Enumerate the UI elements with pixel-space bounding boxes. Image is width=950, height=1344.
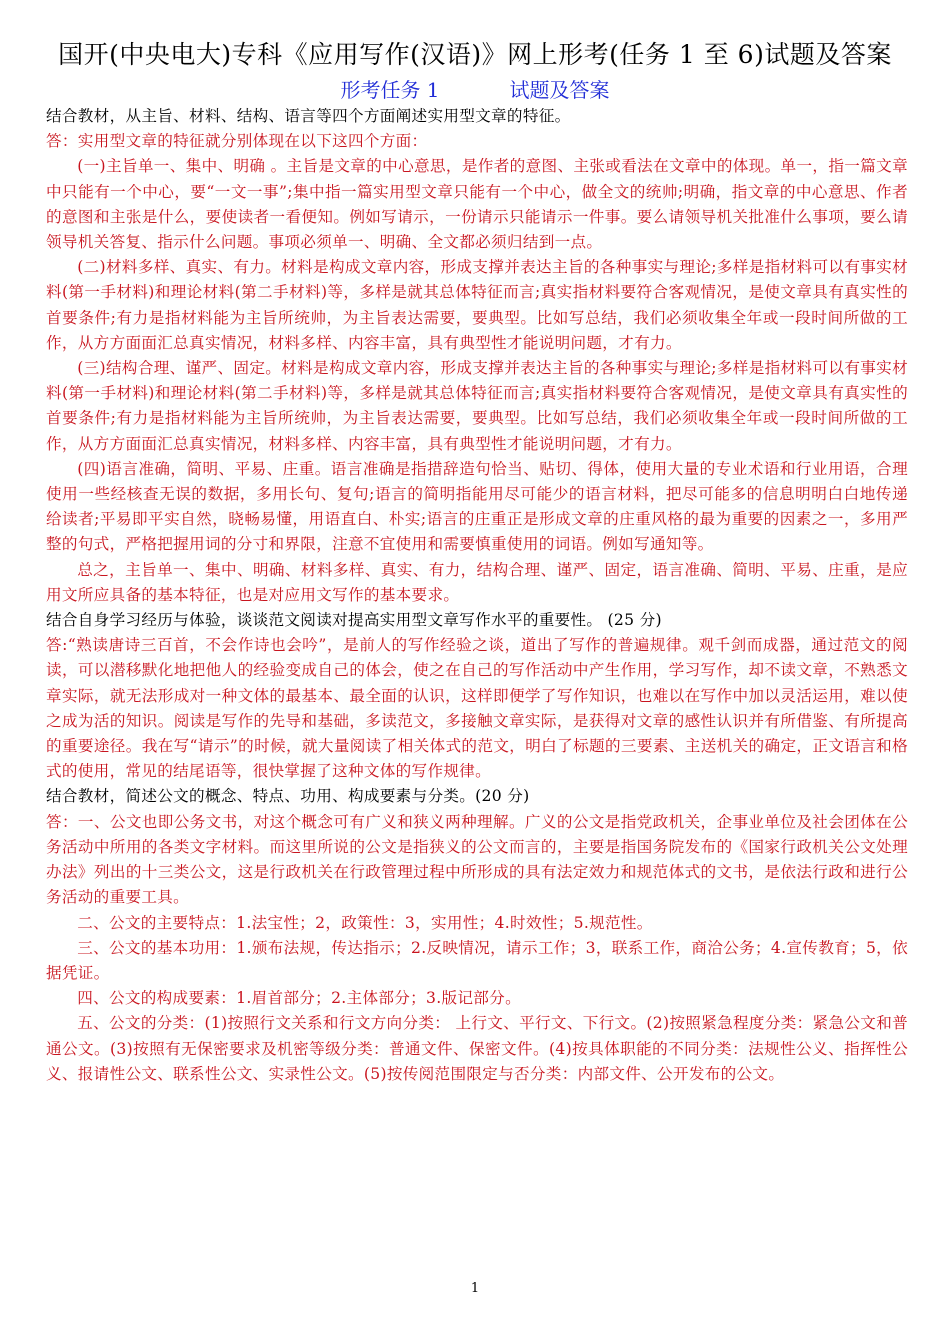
answer-3-features: 二、公文的主要特点：1.法宝性；2，政策性：3，实用性；4.时效性；5.规范性。 xyxy=(77,913,653,932)
question-3: 结合教材，简述公文的概念、特点、功用、构成要素与分类。(20 分) xyxy=(46,787,530,806)
answer-1-intro: 答：实用型文章的特征就分别体现在以下这四个方面： xyxy=(46,132,428,151)
question-1: 结合教材，从主旨、材料、结构、语言等四个方面阐述实用型文章的特征。 xyxy=(46,107,571,125)
answer-1-point-3: (三)结构合理、谨严、固定。材料是构成文章内容，形成支撑并表达主旨的各种事实与理论;多样是指材料可以有事实材料(第一手材料)和理论材料(第二手材料)等，多样是就其总体特征而言;真实指材料要符合客观情况，是使文章具有真实性的首要条件;有力是指材料能为主旨所统帅，为主旨表达需要，要典型。比如写总结，我们必须收集全年或一段时间所做的工作，从方方面面汇总真实情况，材料多样、内容丰富，具有典型性才能说明问题，才有力。 xyxy=(46,359,908,453)
answer-3-elements: 四、公文的构成要素：1.眉首部分；2.主体部分；3.版记部分。 xyxy=(77,989,521,1008)
answer-1-point-2: (二)材料多样、真实、有力。材料是构成文章内容，形成支撑并表达主旨的各种事实与理论;多样是指材料可以有事实材料(第一手材料)和理论材料(第二手材料)等，多样是就其总体特征而言;真实指材料要符合客观情况，是使文章具有真实性的首要条件;有力是指材料能为主旨所统帅，为主旨表达需要，要典型。比如写总结，我们必须收集全年或一段时间所做的工作，从方方面面汇总真实情况，材料多样、内容丰富，具有典型性才能说明问题，才有力。 xyxy=(46,258,908,352)
answer-3-functions: 三、公文的基本功用：1.颁布法规，传达指示；2.反映情况，请示工作；3，联系工作，商洽公务；4.宣传教育；5，依据凭证。 xyxy=(46,938,908,982)
answer-2: 答:“熟读唐诗三百首，不会作诗也会吟”，是前人的写作经验之谈，道出了写作的普遍规律。观千剑而成器，通过范文的阅读，可以潜移默化地把他人的经验变成自己的体会，使之在自己的写作活动中产生作用，学习写作，却不读文章，不熟悉文章实际，就无法形成对一种文体的最基本、最全面的认识，这样即便学了写作知识，也难以在写作中加以灵活运用，难以使之成为活的知识。阅读是写作的先导和基础，多读范文，多接触文章实际，是获得对文章的感性认识并有所借鉴、有所提高的重要途径。我在写“请示”的时候，就大量阅读了相关体式的范文，明白了标题的三要素、主送机关的确定，正文语言和格式的使用，常见的结尾语等，很快掌握了这种文体的写作规律。 xyxy=(46,636,908,781)
document-title: 国开(中央电大)专科《应用写作(汉语)》网上形考(任务 1 至 6)试题及答案 xyxy=(58,40,892,69)
document-body xyxy=(46,104,908,1087)
page-number: 1 xyxy=(470,1281,480,1296)
answer-1-point-4: (四)语言准确，简明、平易、庄重。语言准确是指措辞造句恰当、贴切、得体，使用大量的专业术语和行业用语，合理使用一些经核查无误的数据，多用长句、复句;语言的简明指能用尽可能少的语言材料，把尽可能多的信息明明白白地传递给读者;平易即平实自然，晓畅易懂，用语直白、朴实;语言的庄重正是形成文章的庄重风格的最为重要的因素之一，多用严整的句式，严格把握用词的分寸和界限，注意不宜使用和需要慎重使用的词语。例如写通知等。 xyxy=(46,459,908,554)
subtitle-answers: 试题及答案 xyxy=(509,78,610,102)
subtitle-task: 形考任务 1 xyxy=(340,78,440,102)
answer-3-concept: 答：一、公文也即公务文书，对这个概念可有广义和狭义两种理解。广义的公文是指党政机关，企事业单位及社会团体在公务活动中所用的各类文字材料。而这里所说的公文是指狭义的公文而言的，主要是指国务院发布的《国家行政机关公文处理办法》列出的十三类公文，这是行政机关在行政管理过程中所形成的具有法定效力和规范体式的文书，是依法行政和进行公务活动的重要工具。 xyxy=(46,812,908,907)
answer-1-point-1: (一)主旨单一、集中、明确 。主旨是文章的中心意思，是作者的意图、主张或看法在文章中的体现。单一，指一篇文章中只能有一个中心，要“一文一事”;集中指一篇实用型文章只能有一个中心，做全文的统帅;明确，指文章的中心意思、作者的意图和主张是什么，要使读者一看便知。例如写请示，一份请示只能请示一件事。要么请领导机关批准什么事项，要么请领导机关答复、指示什么问题。事项必须单一、明确、全文都必须归结到一点。 xyxy=(46,157,908,252)
answer-3-classification: 五、公文的分类：(1)按照行文关系和行文方向分类： 上行文、平行文、下行文。(2)按照紧急程度分类：紧急公文和普通公文。(3)按照有无保密要求及机密等级分类：普通文件、保密文件。(4)按具体职能的不同分类：法规性公义、指挥性公义、报请性公文、联系性公文、实录性公文。(5)按传阅范围限定与否分类：内部文件、公开发布的公文。 xyxy=(46,1014,908,1083)
answer-1-summary: 总之，主旨单一、集中、明确、材料多样、真实、有力，结构合理、谨严、固定，语言准确、简明、平易、庄重，是应用文所应具备的基本特征，也是对应用文写作的基本要求。 xyxy=(46,560,908,604)
question-2: 结合自身学习经历与体验，谈谈范文阅读对提高实用型文章写作水平的重要性。 (25 分) xyxy=(46,611,662,630)
task-subtitle xyxy=(0,76,950,104)
